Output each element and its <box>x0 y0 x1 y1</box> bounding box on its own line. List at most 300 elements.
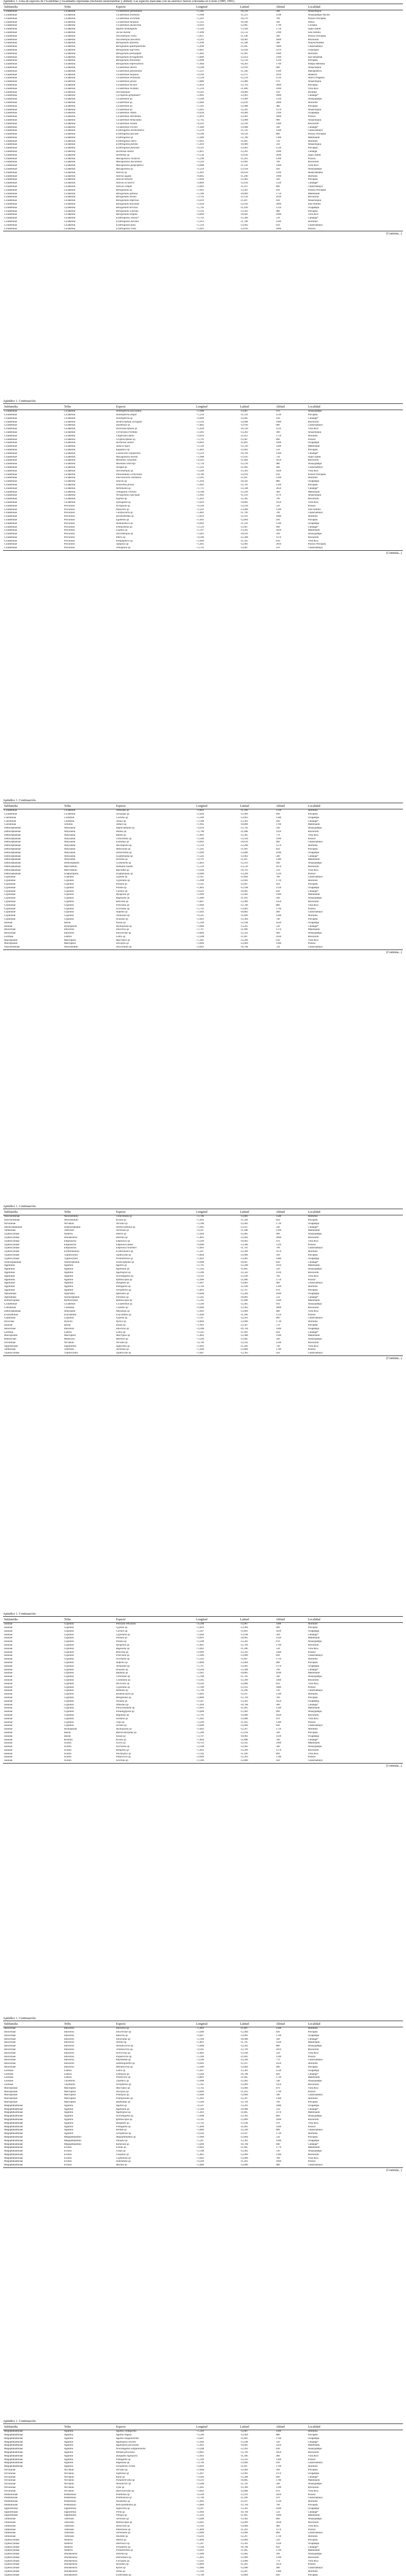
table-cell: Atanus sp. <box>116 830 127 833</box>
table-row <box>3 1626 403 1630</box>
table-cell: 910 <box>276 1303 280 1306</box>
table-cell: Cicadellinae <box>4 477 17 480</box>
table-cell: Nirvaninae <box>4 2479 16 2482</box>
table-cell: -11,510 <box>240 414 248 416</box>
table-cell: 1640 <box>276 851 281 854</box>
table-cell: Cicadellinae <box>4 87 17 90</box>
table-row <box>3 855 403 859</box>
table-cell: 800 <box>276 2129 280 2132</box>
table-cell: Ahuaypampa Nación <box>308 14 330 16</box>
table-cell: Iassinae <box>4 1682 13 1685</box>
table-cell: Oxapampa <box>308 851 320 854</box>
table-cell: -75,603 <box>196 1219 204 1222</box>
table-cell: Pozuzo <box>308 1721 316 1724</box>
table-cell: Evinus sp. <box>116 2146 127 2149</box>
table-cell: -75,201 <box>196 17 204 20</box>
table-cell: Gypona sp. <box>116 1626 128 1629</box>
table-cell: Megophthalminae <box>4 2153 23 2156</box>
table-row <box>3 45 403 49</box>
table-cell: 1370 <box>276 1665 281 1668</box>
table-cell: Agalliini <box>64 2454 74 2458</box>
table-cell: Pilcopata <box>308 210 318 213</box>
table-cell: Gyponini <box>64 1710 74 1714</box>
table-cell: Oncometopia cloeis <box>116 35 137 38</box>
table-cell: Oxapampa <box>308 1700 320 1703</box>
table-row <box>3 49 403 53</box>
table-cell: 700 <box>276 512 280 515</box>
table-cell: -13,510 <box>240 59 248 62</box>
table-cell: Gyponini <box>64 1630 74 1633</box>
table-cell: Pilcopata <box>308 1696 318 1699</box>
table-cell: -72,706 <box>196 1215 204 1218</box>
table-cell: Iassinae <box>4 1643 13 1647</box>
table-cell: Cicadellinae genosmimis <box>116 70 142 73</box>
table-cell: Proconiini <box>64 508 75 511</box>
table-cell: Pilcopata <box>308 1324 318 1327</box>
table-cell: -73,102 <box>196 1752 204 1755</box>
table-cell: 1650 <box>276 2062 281 2065</box>
table-cell: Macropsinae <box>4 939 17 942</box>
table-cell: 1090 <box>276 87 281 90</box>
table-cell: Pozuzo Pilcopata <box>308 133 326 136</box>
table-cell: 470 <box>276 2497 280 2500</box>
table-cell: 890 <box>276 438 280 441</box>
table-caption: Apéndice 1. Continuación. <box>3 2420 37 2423</box>
table-row <box>3 2535 403 2539</box>
table-cell: Metidiocerus sp. <box>116 2065 133 2069</box>
table-row <box>3 813 403 817</box>
table-cell: Coelidiini <box>64 816 75 819</box>
table-cell: -72,504 <box>196 28 204 31</box>
table-cell: 780 <box>276 1738 280 1741</box>
table-row <box>3 74 403 77</box>
table-cell: Cicadellinae <box>4 224 17 227</box>
table-cell: -13,003 <box>240 1257 248 1260</box>
table-row <box>3 827 403 831</box>
table-cell: -75,207 <box>196 1250 204 1253</box>
table-cell: Petalocera sp. <box>116 2076 131 2079</box>
table-cell: Cicadellini <box>64 445 76 448</box>
table-cell: 1430 <box>276 2542 281 2545</box>
table-cell: Borogonalia striata <box>116 196 136 199</box>
table-cell: Megophthalminae <box>4 2111 23 2114</box>
table-cell: -12,107 <box>240 2132 248 2136</box>
table-cell: Cicadellinae <box>4 35 17 38</box>
table-cell: 500 <box>276 1338 280 1341</box>
table-row <box>3 515 403 519</box>
table-row <box>3 1282 403 1285</box>
table-cell: 470 <box>276 547 280 550</box>
table-cell: Gyponini <box>64 1717 74 1720</box>
table-cell: 1500 <box>276 1707 281 1710</box>
table-cell: -72,408 <box>196 2553 204 2556</box>
table-cell: Villa Rica <box>308 869 319 872</box>
table-cell: Iassinae <box>4 1658 13 1661</box>
table-cell: Chanchamayo <box>308 2164 323 2167</box>
table-cell: 860 <box>276 2115 280 2118</box>
table-cell: Hornillos <box>308 175 318 178</box>
table-cell: Cicadellinae <box>4 147 17 150</box>
table-cell: -13,104 <box>240 1731 248 1734</box>
table-cell: Sajuo Izabel <box>308 154 321 157</box>
table-cell: 1390 <box>276 508 281 511</box>
table-cell: -12,107 <box>240 2500 248 2503</box>
table-cell: Scaris sp. <box>116 1742 126 1745</box>
table-cell: Protalebrella sp. <box>116 1257 134 1260</box>
table-row <box>3 904 403 908</box>
table-row <box>3 178 403 182</box>
table-cell: -11,905 <box>240 2146 248 2149</box>
table-cell: Cicadellinae <box>4 217 17 220</box>
table-cell: -12,909 <box>240 2153 248 2156</box>
table-cell: Megophthalminae <box>4 2143 23 2146</box>
table-cell: Reticana sp. <box>116 900 129 903</box>
table-cell: Cicadellini <box>64 224 76 227</box>
table-cell: -12,101 <box>240 515 248 518</box>
table-cell: Pozuzo <box>308 2125 316 2128</box>
table-cell: Tartessus sp. <box>116 2518 130 2521</box>
table-cell: -13,106 <box>240 2052 248 2055</box>
table-cell: 2000 <box>276 203 281 206</box>
table-cell: 980 <box>276 463 280 466</box>
table-cell: -74,507 <box>196 2104 204 2107</box>
table-cell: Cicadellini <box>64 129 76 132</box>
table-cell: Oxapampa <box>308 2104 320 2107</box>
table-cell: 1780 <box>276 2479 281 2482</box>
table-cell: -71,802 <box>196 886 204 889</box>
table-cell: Typhlocybini <box>64 1253 78 1257</box>
table-cell: Ponana sp. <box>116 1637 128 1640</box>
table-cell: -71,707 <box>196 928 204 931</box>
table-cell: Signoretia sp. <box>116 1345 131 1348</box>
table-cell: Stirellus sp. <box>116 858 128 861</box>
table-cell: Scarini <box>64 1759 72 1762</box>
table-cell: Oxapampa <box>308 816 320 819</box>
table-cell: Pozuzo Pilcopata <box>308 543 326 546</box>
table-cell: -72,404 <box>196 2441 204 2444</box>
table-cell: Signoretiinae <box>4 2511 18 2514</box>
table-cell: Agalliini <box>64 2465 74 2468</box>
table-cell: -13,105 <box>240 455 248 459</box>
table-cell: Oxapampa <box>308 1257 320 1260</box>
table-page <box>0 1205 406 1360</box>
table-cell: Coelidiini <box>64 820 75 823</box>
table-cell: -12,512 <box>240 31 248 34</box>
table-cell: Pozuzo <box>308 942 316 945</box>
table-cell: Oxapampa <box>308 886 320 889</box>
table-row <box>3 1739 403 1742</box>
table-cell: -12,405 <box>240 1303 248 1306</box>
table-cell: Pachitea <box>308 91 317 94</box>
table-cell: -74,607 <box>196 2034 204 2037</box>
table-cell: Oxapampa <box>308 2507 320 2510</box>
table-cell: 1320 <box>276 182 281 185</box>
table-cell: Iassini <box>64 1731 71 1734</box>
table-cell: 1690 <box>276 2507 281 2510</box>
table-row <box>3 2097 403 2101</box>
table-cell: 1200 <box>276 157 281 160</box>
table-cell: -74,008 <box>196 164 204 167</box>
column-header: Tribu <box>64 1618 71 1621</box>
table-cell: Cicadellini <box>64 494 76 497</box>
table-row <box>3 80 403 84</box>
table-row <box>3 1250 403 1254</box>
table-cell: Oxapampa <box>308 1222 320 1225</box>
table-cell: -11,808 <box>240 1738 248 1741</box>
table-row <box>3 1693 403 1697</box>
table-cell: -74,501 <box>196 2479 204 2482</box>
table-cell: Quercinirvana sp. <box>116 2489 135 2493</box>
table-cell: -13,106 <box>240 2122 248 2125</box>
table-cell: -10,610 <box>240 171 248 174</box>
table-cell: Iassus sp. <box>116 1735 126 1738</box>
table-cell: Cicadellinae <box>4 70 17 73</box>
table-cell: Gyponinae <box>4 876 15 879</box>
table-cell: Maldonado <box>308 928 320 931</box>
table-cell: Cicadellini <box>64 203 76 206</box>
table-cell: Oxapampa <box>308 522 320 525</box>
table-cell: -72,003 <box>196 1345 204 1348</box>
table-cell: Borogonalia apistella <box>116 42 139 45</box>
table-row <box>3 501 403 505</box>
table-cell: Megophthalminae <box>4 2132 23 2136</box>
column-header: Subfamilia <box>4 2022 18 2026</box>
table-cell: -75,601 <box>196 2444 204 2447</box>
table-cell: 1410 <box>276 1271 281 1274</box>
table-cell: -72,904 <box>196 2511 204 2514</box>
table-cell: Cicadellinae <box>4 178 17 181</box>
table-row <box>3 2091 403 2094</box>
table-row <box>3 477 403 480</box>
table-row <box>3 2514 403 2518</box>
table-cell: Megophthalmini <box>64 2136 81 2139</box>
table-cell: Gyponana sp. <box>116 879 131 883</box>
table-cell: 1580 <box>276 1215 281 1218</box>
table-row <box>3 1724 403 1728</box>
table-row <box>3 2094 403 2097</box>
table-cell: -72,803 <box>196 862 204 865</box>
table-cell: Maldonado <box>308 893 320 896</box>
table-cell: -11,223 <box>240 14 248 16</box>
table-cell: Macropsinae <box>4 2097 17 2100</box>
table-row <box>3 147 403 150</box>
table-cell: 1430 <box>276 1735 281 1738</box>
table-cell: Acusana sp. <box>116 918 129 921</box>
table-cell: Iassinae <box>4 1654 13 1657</box>
table-cell: -10,203 <box>240 63 248 66</box>
table-cell: -72,009 <box>196 539 204 543</box>
table-cell: Idioscopus sp. <box>116 2038 131 2041</box>
table-cell: -11,901 <box>240 1331 248 1334</box>
table-caption: Apéndice 1. Continuación. <box>3 400 37 403</box>
table-cell: Empoasca sp. <box>116 1240 131 1243</box>
table-cell: -73,304 <box>196 2476 204 2479</box>
table-cell: 1760 <box>276 1643 281 1647</box>
table-cell: Cicadellinae <box>4 221 17 224</box>
table-cell: Evinini <box>64 2146 72 2149</box>
table-cell: 1560 <box>276 483 281 486</box>
table-cell: Thymbrini <box>64 2080 75 2083</box>
table-cell: Ledra sp. <box>116 1331 126 1334</box>
table-cell: Gyponinae <box>4 904 15 907</box>
table-cell: -11,303 <box>240 1721 248 1724</box>
table-cell: Proconiini <box>64 547 75 550</box>
table-cell: 900 <box>276 1626 280 1629</box>
table-cell: -12,503 <box>240 1651 248 1654</box>
table-cell: 1480 <box>276 1623 281 1626</box>
table-row <box>3 442 403 445</box>
table-cell: 1390 <box>276 2486 281 2489</box>
table-cell: -74,909 <box>196 1756 204 1759</box>
table-cell: -75,007 <box>196 1282 204 1285</box>
table-cell: 1820 <box>276 469 281 472</box>
table-cell: Idiocerini <box>64 928 74 931</box>
table-cell: -73,510 <box>196 452 204 455</box>
table-cell: 550 <box>276 2108 280 2111</box>
table-cell: Idiocerini <box>64 2027 74 2030</box>
table-cell: Graminella sp. <box>116 862 132 865</box>
species-table <box>3 803 403 950</box>
table-cell: -12,207 <box>240 2535 248 2538</box>
table-cell: -73,202 <box>196 2560 204 2563</box>
table-cell: -12,304 <box>240 918 248 921</box>
table-cell: Deltocephalinae <box>4 865 21 868</box>
table-cell: -72,205 <box>196 1296 204 1299</box>
table-cell: -74,407 <box>196 2437 204 2440</box>
table-cell: Pozuzo Pilcopata <box>308 473 326 476</box>
species-table <box>3 2424 403 2576</box>
table-cell: 2010 <box>276 543 281 546</box>
table-cell: -72,400 <box>196 2065 204 2069</box>
table-cell: -10,802 <box>240 911 248 914</box>
column-header: Latitud <box>240 2425 249 2429</box>
table-cell: Cicadellini <box>64 56 76 59</box>
species-table <box>3 1616 403 1764</box>
table-cell: Idiocerini <box>64 2038 74 2041</box>
table-cell: 820 <box>276 1261 280 1264</box>
table-cell: Megophthalminae <box>4 2157 23 2160</box>
table-cell: -73,704 <box>196 1285 204 1289</box>
table-cell: Proconiini <box>64 522 75 525</box>
table-row <box>3 1331 403 1335</box>
table-cell: Cicadellini <box>64 210 76 213</box>
table-cell: Idiocerinae sp. <box>116 932 132 935</box>
table-cell: Acusana sp. <box>116 1668 129 1671</box>
table-cell: Villa Rica <box>308 2122 319 2125</box>
table-cell: 1900 <box>276 52 281 55</box>
table-cell: -71,301 <box>196 105 204 108</box>
table-cell: -75,503 <box>196 1658 204 1661</box>
table-cell: Cicadellinae <box>4 112 17 115</box>
table-cell: Cyclogonia genuimata* <box>116 94 141 97</box>
table-cell: 830 <box>276 890 280 893</box>
table-cell: 1460 <box>276 122 281 125</box>
table-cell: Pozuzo Pilcopata <box>308 35 326 38</box>
table-cell: Gyponini <box>64 1658 74 1661</box>
table-page <box>0 2420 406 2576</box>
table-cell: Cicadellinae bivittata <box>116 87 139 90</box>
table-cell: Peltagallia sp. <box>116 2125 131 2128</box>
table-cell: Borogonalia impressa <box>116 199 139 202</box>
table-cell: 1730 <box>276 2076 281 2079</box>
table-cell: Evinini <box>64 2157 72 2160</box>
table-cell: Pilcopata <box>308 2573 318 2576</box>
table-cell: Erythrogonia fulva <box>116 224 136 227</box>
table-cell: Empoascini <box>64 1247 77 1250</box>
table-row <box>3 18 403 21</box>
table-cell: -12,202 <box>240 1640 248 1643</box>
table-cell: Chanchamayo <box>308 424 323 427</box>
table-cell: Cicadellinae <box>4 463 17 466</box>
table-cell: Erythroneura sp. <box>116 1250 134 1253</box>
table-cell: -11,901 <box>240 52 248 55</box>
table-cell: Hyalojassus sp. <box>116 1728 132 1731</box>
table-cell: -73,800 <box>196 1661 204 1664</box>
table-cell: Callanga* <box>308 925 319 928</box>
table-cell: -72,601 <box>196 918 204 921</box>
table-cell: Iassinae <box>4 1756 13 1759</box>
table-cell: -74,701 <box>196 858 204 861</box>
table-cell: -12,505 <box>240 1742 248 1745</box>
table-cell: -73,404 <box>196 1633 204 1636</box>
table-cell: -10,708 <box>240 2546 248 2549</box>
table-row <box>3 1675 403 1679</box>
table-cell: Cicadellinae <box>4 136 17 139</box>
table-cell: -13,104 <box>240 837 248 840</box>
table-row <box>3 459 403 463</box>
table-row <box>3 1745 403 1749</box>
table-cell: Idiocerinae <box>4 2059 16 2062</box>
table-cell: Cicadellinae <box>4 547 17 550</box>
table-cell: Villa Rica <box>308 2524 319 2528</box>
table-cell: Gyponinae <box>4 897 15 900</box>
table-cell: -13,409 <box>240 98 248 101</box>
table-cell: Tartessinae <box>4 1229 16 1232</box>
table-cell: 560 <box>276 35 280 38</box>
table-cell: Xerophloea viridis <box>116 2465 135 2468</box>
table-cell: Alebrini <box>64 2546 73 2549</box>
table-row <box>3 2115 403 2119</box>
table-cell: Cicadellinae <box>4 185 17 189</box>
table-cell: Prairiana sp. <box>116 1654 130 1657</box>
table-cell: Cicadellinae <box>4 455 17 459</box>
table-row <box>3 1303 403 1307</box>
table-cell: Signoretiinae <box>4 2507 18 2510</box>
table-cell: Rugosana sp. <box>116 897 130 900</box>
table-cell: Phera sp. <box>116 536 126 539</box>
table-cell: -74,505 <box>196 914 204 918</box>
table-row <box>3 2108 403 2112</box>
table-cell: Cicadellini <box>64 501 76 504</box>
table-cell: Hornillos <box>308 2062 318 2065</box>
table-cell: Hornillos <box>308 515 318 518</box>
table-cell: Cicadellinae <box>4 38 17 41</box>
table-cell: Paraclinonana sp. <box>116 1707 135 1710</box>
table-cell: Idiocerinae <box>4 2065 16 2069</box>
table-row <box>3 53 403 56</box>
table-cell: 790 <box>276 2503 280 2506</box>
table-cell: Erythrogonia dorsalis <box>116 221 139 224</box>
table-cell: Cicadellinae <box>4 118 17 122</box>
table-cell: 1490 <box>276 942 281 945</box>
table-page <box>0 2017 406 2172</box>
table-cell: 1480 <box>276 1257 281 1260</box>
table-cell: Idiocerinae <box>4 928 16 931</box>
table-cell: Phlogis sp. <box>116 2514 128 2517</box>
table-cell: Callanga <box>308 150 317 154</box>
table-cell: Agalliini <box>64 1289 74 1292</box>
table-cell: Peltagallia sp. <box>116 1285 131 1289</box>
